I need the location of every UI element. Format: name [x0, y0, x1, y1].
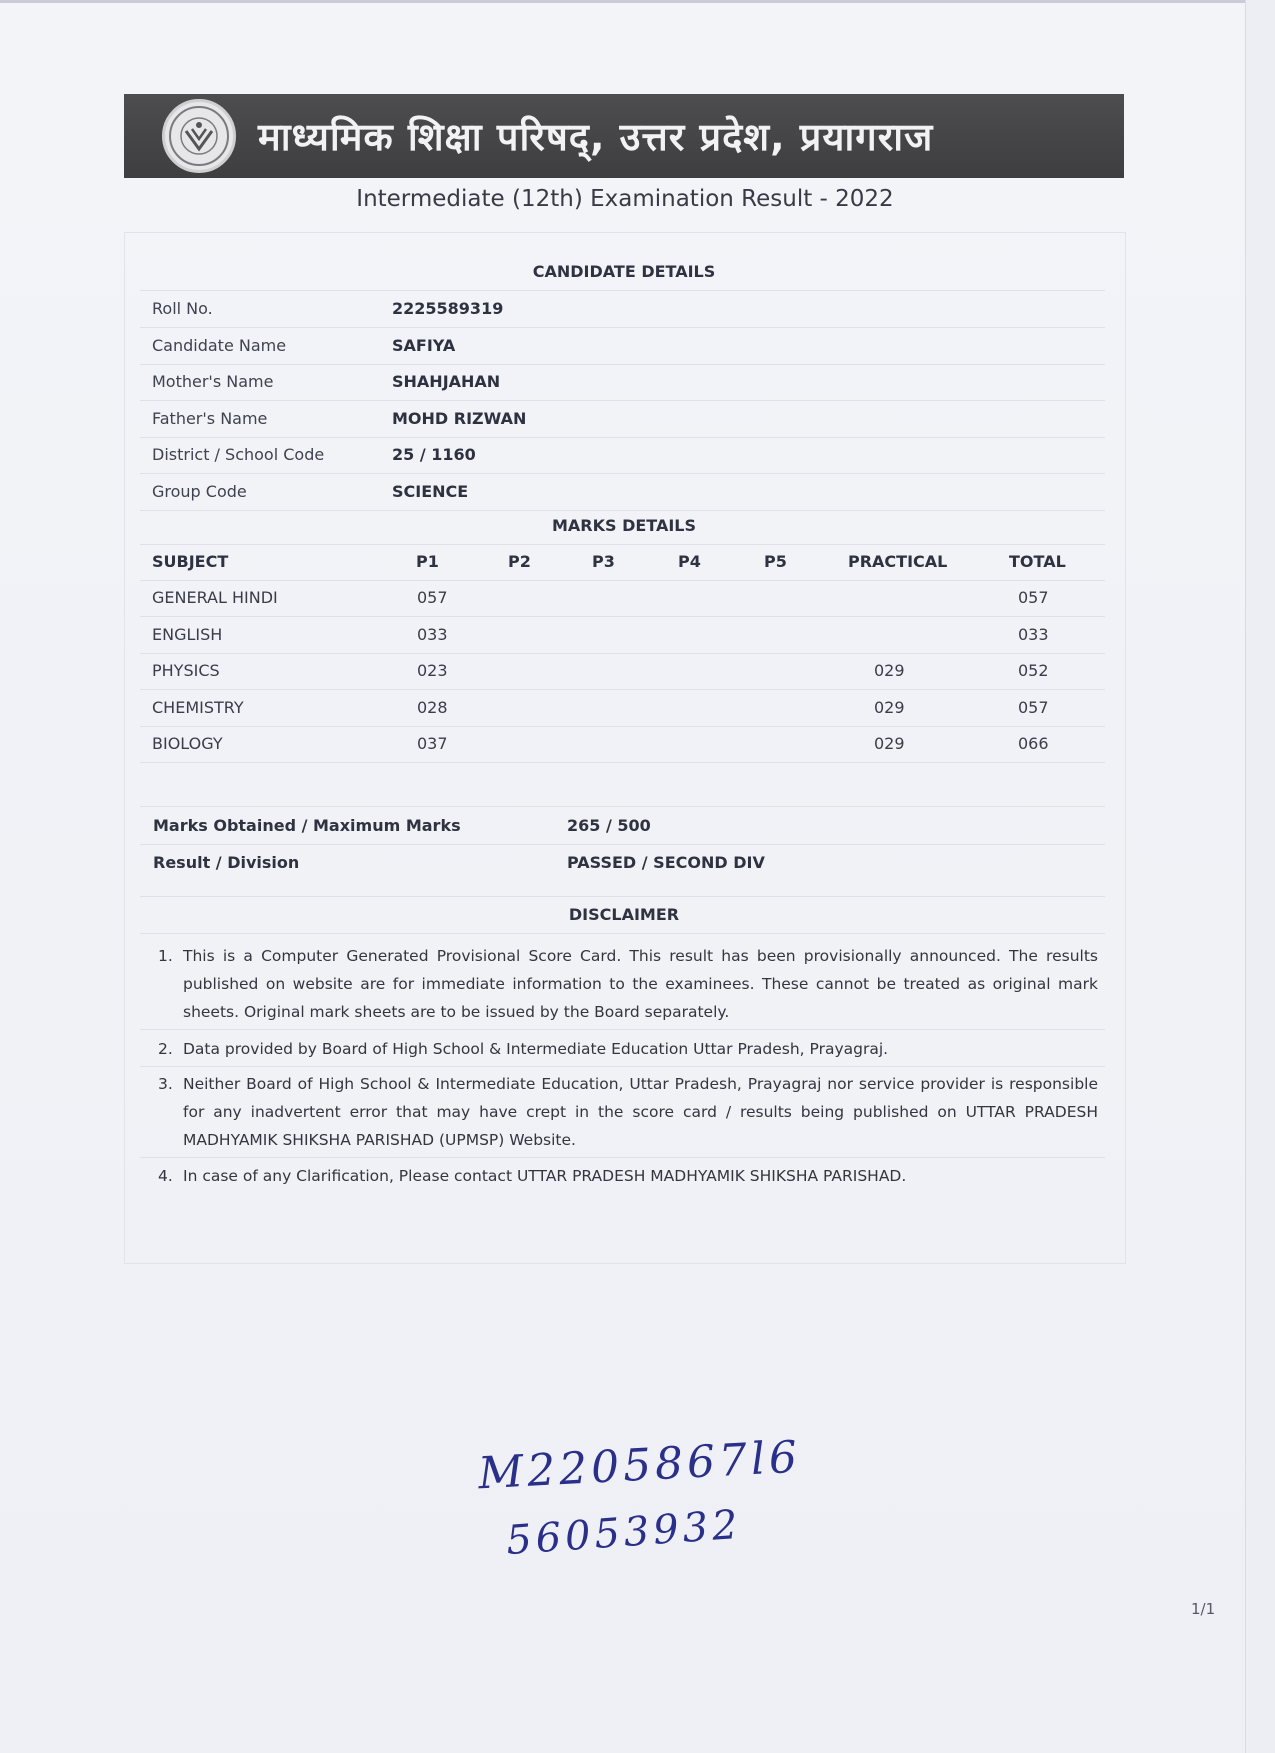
- disclaimer-text: Neither Board of High School & Intermediate Education, Uttar Pradesh, Prayagraj nor service provider is responsible for any inadvertent error that may have crept in the score card / results being published on UTTAR PRADESH MADHYAMIK SHIKSHA PARISHAD (UPMSP) Website.: [183, 1075, 1098, 1149]
- result-label: Result / Division: [153, 853, 300, 872]
- divider: [140, 1066, 1105, 1067]
- divider: [140, 933, 1105, 934]
- marks-cell: 057: [417, 588, 448, 607]
- seal-emblem-icon: [168, 105, 230, 167]
- disclaimer-number: 1.: [158, 947, 173, 965]
- divider: [140, 473, 1105, 474]
- divider: [140, 400, 1105, 401]
- detail-label: Mother's Name: [152, 372, 274, 391]
- disclaimer-text: This is a Computer Generated Provisional Score Card. This result has been provisionally announced. The results published on website are for immediate information to the examinees. These cannot be treated as original mark sheets. Original mark sheets are to be issued by the Board separately.: [183, 947, 1098, 1021]
- detail-label: District / School Code: [152, 445, 325, 464]
- divider: [140, 896, 1105, 897]
- detail-value: SAFIYA: [392, 335, 456, 355]
- detail-label: Candidate Name: [152, 335, 287, 355]
- divider: [140, 844, 1105, 845]
- marks-cell: 052: [1018, 661, 1049, 680]
- subject-cell: ENGLISH: [152, 624, 223, 644]
- divider: [140, 762, 1105, 763]
- scan-edge: [0, 0, 1245, 3]
- col-p3: P3: [592, 552, 615, 571]
- col-p4: P4: [678, 552, 701, 571]
- subject-cell: PHYSICS: [152, 661, 220, 680]
- subject-cell: BIOLOGY: [152, 734, 223, 753]
- col-p1: P1: [416, 552, 439, 571]
- divider: [140, 1157, 1105, 1158]
- detail-value: 2225589319: [392, 299, 504, 318]
- detail-label: Father's Name: [152, 408, 268, 428]
- disclaimer-number: 4.: [158, 1167, 173, 1185]
- disclaimer-text: Data provided by Board of High School & Intermediate Education Uttar Pradesh, Prayagraj.: [183, 1040, 889, 1058]
- result-value: PASSED / SECOND DIV: [567, 853, 765, 872]
- marks-cell: 029: [874, 734, 905, 753]
- divider: [140, 290, 1105, 291]
- marks-cell: 029: [874, 661, 905, 680]
- handwritten-note-line-1: M2205867l6: [476, 1431, 803, 1500]
- divider: [140, 689, 1105, 690]
- header-banner: [124, 94, 1124, 178]
- divider: [140, 364, 1105, 365]
- disclaimer-text: In case of any Clarification, Please contact UTTAR PRADESH MADHYAMIK SHIKSHA PARISHAD.: [183, 1167, 907, 1185]
- detail-value: 25 / 1160: [392, 445, 476, 464]
- marks-cell: 057: [1018, 697, 1049, 717]
- marks-obtained-value: 265 / 500: [567, 816, 651, 835]
- disclaimer-item: [158, 1162, 1098, 1190]
- marks-cell: 057: [1018, 588, 1049, 607]
- disclaimer-item: [158, 1070, 1098, 1154]
- board-seal-icon: [162, 99, 236, 173]
- subject-cell: CHEMISTRY: [152, 697, 244, 717]
- detail-value: SHAHJAHAN: [392, 372, 501, 391]
- marks-cell: 033: [417, 624, 448, 644]
- col-p5: P5: [764, 552, 787, 571]
- marks-cell: 033: [1018, 624, 1049, 644]
- disclaimer-number: 3.: [158, 1075, 173, 1093]
- detail-value: MOHD RIZWAN: [392, 408, 527, 428]
- detail-value: SCIENCE: [392, 481, 469, 501]
- col-total: TOTAL: [1009, 552, 1066, 571]
- divider: [140, 437, 1105, 438]
- marks-cell: 066: [1018, 734, 1049, 753]
- divider: [140, 544, 1105, 545]
- disclaimer-number: 2.: [158, 1040, 173, 1058]
- handwritten-note-line-2: 56053932: [504, 1501, 743, 1565]
- page-number: 1/1: [1191, 1600, 1216, 1618]
- divider: [140, 726, 1105, 727]
- marks-obtained-label: Marks Obtained / Maximum Marks: [153, 816, 461, 835]
- detail-label: Roll No.: [152, 299, 213, 318]
- divider: [140, 653, 1105, 654]
- marks-section-title: MARKS DETAILS: [551, 516, 697, 535]
- marks-cell: 023: [417, 661, 448, 680]
- subject-cell: GENERAL HINDI: [152, 588, 278, 607]
- page-title: Intermediate (12th) Examination Result - 2022: [356, 186, 894, 212]
- detail-label: Group Code: [152, 481, 247, 501]
- marks-cell: 037: [417, 734, 448, 753]
- divider: [140, 806, 1105, 807]
- divider: [140, 616, 1105, 617]
- divider: [140, 580, 1105, 581]
- col-p2: P2: [508, 552, 531, 571]
- disclaimer-title: DISCLAIMER: [568, 905, 680, 924]
- marks-cell: 029: [874, 697, 905, 717]
- marks-cell: 028: [417, 697, 448, 717]
- disclaimer-item: [158, 942, 1098, 1026]
- col-subject: SUBJECT: [152, 552, 229, 571]
- divider: [140, 1029, 1105, 1030]
- candidate-section-title: CANDIDATE DETAILS: [532, 262, 716, 281]
- col-practical: PRACTICAL: [848, 552, 948, 571]
- divider: [140, 510, 1105, 511]
- divider: [140, 327, 1105, 328]
- board-name: माध्यमिक शिक्षा परिषद्, उत्तर प्रदेश, प्रयागराज: [258, 115, 934, 159]
- disclaimer-item: [158, 1035, 1098, 1063]
